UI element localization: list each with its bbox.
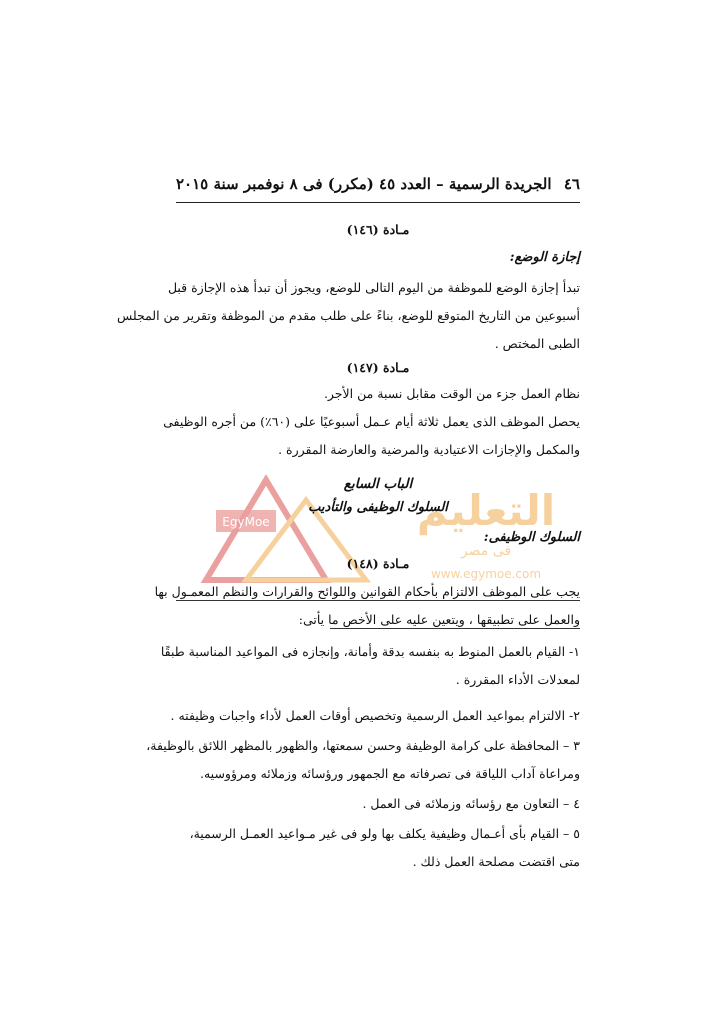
article-148-item-1a: ١- القيام بالعمل المنوط به بنفسه بدقة وأمانة، وإنجازه فى المواعيد المناسبة طبقًا (160, 644, 580, 659)
header-divider (176, 202, 580, 203)
article-148-item-3a: ٣ – المحافظة على كرامة الوظيفة وحسن سمعتها، والظهور بالمظهر اللائق بالوظيفة، (146, 738, 580, 753)
article-148-item-2: ٢- الالتزام بمواعيد العمل الرسمية وتخصيص أوقات العمل لأداء واجبات وظيفته . (170, 708, 580, 723)
watermark-logo (186, 440, 576, 600)
article-146-line-1: تبدأ إجازة الوضع للموظفة من اليوم التالى للوضع، ويجوز أن تبدأ هذه الإجازة قبل (167, 280, 580, 295)
article-148-item-5a: ٥ – القيام بأى أعـمال وظيفية يكلف بها ولو فى غير مـواعيد العمـل الرسمية، (189, 826, 580, 841)
article-147-line-1: نظام العمل جزء من الوقت مقابل نسبة من الأجر. (323, 386, 580, 401)
article-146-subheading: إجازة الوضع: (509, 250, 580, 265)
article-148-line-1: يجب على الموظف الالتزام بأحكام القوانين واللوائح والقرارات والنظم المعمـول بها (154, 584, 580, 599)
watermark-sub: فى مصر (460, 543, 512, 559)
conduct-subheading: السلوك الوظيفى: (483, 530, 580, 545)
article-146-heading: مـادة (١٤٦) (346, 222, 410, 237)
watermark-site: www.egymoe.com (430, 567, 542, 581)
underline-rule-1 (176, 600, 580, 601)
article-147-line-3: والمكمل والإجازات الاعتيادية والمرضية والعارضة المقررة . (278, 442, 580, 457)
page-header (176, 170, 580, 198)
page-number: ٤٦ (563, 175, 580, 193)
article-147-heading: مـادة (١٤٧) (346, 360, 410, 375)
article-148-heading: مـادة (١٤٨) (346, 556, 410, 571)
gazette-title: الجريدة الرسمية – العدد ٤٥ (مكرر) فى ٨ نوفمبر سنة ٢٠١٥ (176, 175, 552, 193)
article-148-item-5b: متى اقتضت مصلحة العمل ذلك . (412, 854, 580, 869)
chapter-subtitle: السلوك الوظيفى والتأديب (308, 500, 448, 515)
article-148-item-4: ٤ – التعاون مع رؤسائه وزملائه فى العمل . (362, 796, 580, 811)
article-146-line-3: الطبى المختص . (494, 336, 580, 351)
underline-rule-2 (330, 628, 580, 629)
watermark-logo-text: EgyMoe (222, 515, 270, 529)
article-148-line-2: والعمل على تطبيقها ، ويتعين عليه على الأخص ما يأتى: (298, 612, 580, 627)
article-147-line-2: يحصل الموظف الذى يعمل ثلاثة أيام عـمل أسبوعيًا على (٦٠٪) من أجره الوظيفى (163, 414, 580, 429)
chapter-title: الباب السابع (343, 476, 413, 492)
article-148-item-1b: لمعدلات الأداء المقررة . (455, 672, 580, 687)
article-148-item-3b: ومراعاة آداب اللياقة فى تصرفاته مع الجمهور ورؤسائه وزملائه ومرؤوسيه. (200, 766, 580, 781)
watermark-brand: التعليم (416, 486, 556, 535)
article-146-line-2: أسبوعين من التاريخ المتوقع للوضع، بناءً على طلب مقدم من الموظفة وتقرير من المجلس (116, 308, 580, 323)
